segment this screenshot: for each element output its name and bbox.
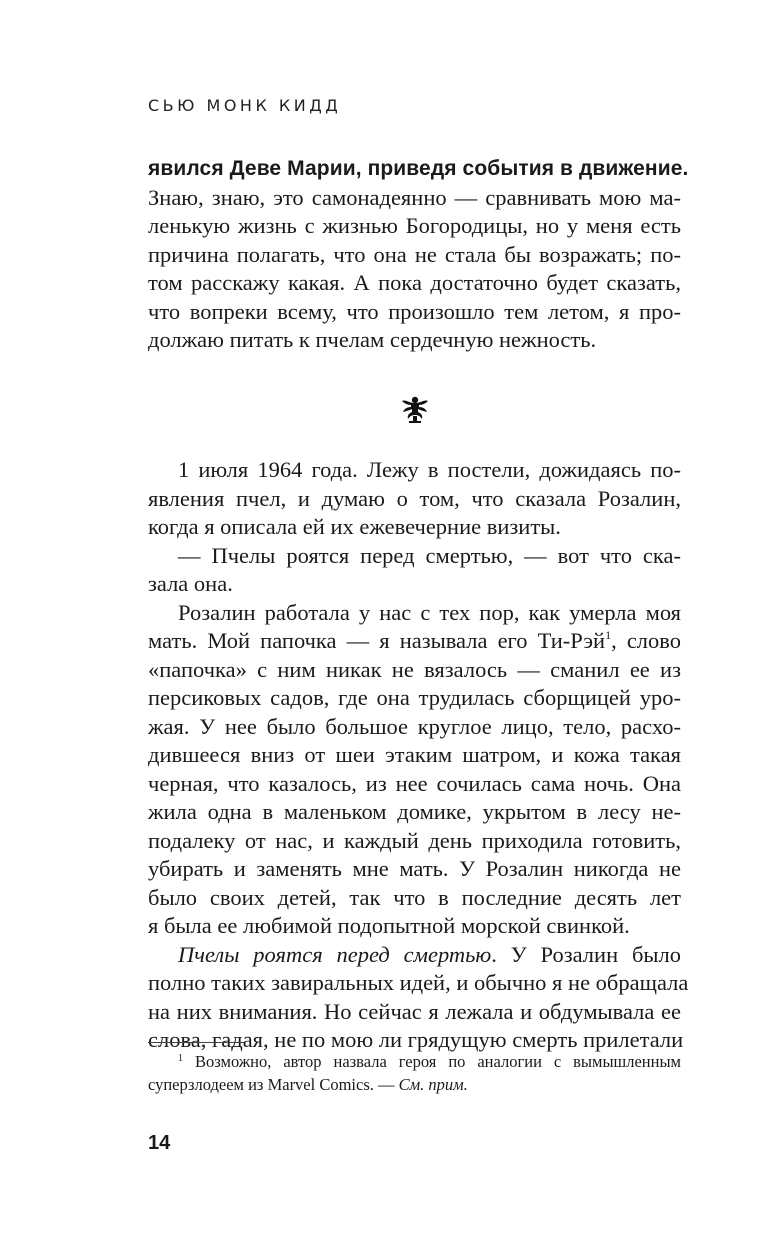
text-line: 1 июля 1964 года. Лежу в постели, дожидаясь по- xyxy=(178,457,681,482)
text-line: причина полагать, что она не стала бы возражать; по- xyxy=(148,241,681,267)
text-segment: суперзлодеем из Marvel Comics. — xyxy=(148,1075,399,1094)
text-line: жая. У нее было большое круглое лицо, тело, расхо- xyxy=(148,713,681,739)
text-line: я была ее любимой подопытной морской свинкой. xyxy=(148,913,630,938)
footnote-line xyxy=(148,1050,681,1073)
page-number: 14 xyxy=(148,1132,171,1154)
text-segment: , слово xyxy=(611,628,682,653)
footnote-citation: См. прим. xyxy=(398,1075,468,1094)
text-line: полно таких завиральных идей, и обычно я не обращала xyxy=(148,970,689,995)
section-break-ornament-icon xyxy=(400,394,430,424)
text-line: дившееся вниз от шеи этаким шатром, и кожа такая xyxy=(148,742,681,767)
text-line: когда я описала ей их ежевечерние визиты. xyxy=(148,514,561,539)
text-line: подалеку от нас, и каждый день приходила готовить, xyxy=(148,827,681,853)
text-line: черная, что казалось, из нее сочилась сама ночь. Она xyxy=(148,770,681,796)
footnote-ref: 1 xyxy=(605,628,612,642)
bold-line: явился Деве Марии, приведя события в движение. xyxy=(148,157,689,180)
footnote-divider xyxy=(148,1042,244,1043)
text-segment: . У Розалин было xyxy=(491,941,681,967)
text-line: том расскажу какая. А пока достаточно будет сказать, xyxy=(148,270,681,295)
footnote xyxy=(148,1050,681,1096)
text-line: слова, гадая, не по мою ли грядущую смерть прилетали xyxy=(148,1027,684,1052)
text-segment: мать. Мой папочка — я называла его Ти-Рэй xyxy=(148,628,606,653)
text-line: «папочка» с ним никак не вязалось — сманил ее из xyxy=(148,656,681,682)
text-line xyxy=(148,941,681,970)
text-line: явления пчел, и думаю о том, что сказала Розалин, xyxy=(148,485,681,511)
text-line: персиковых садов, где она трудилась сборщицей уро- xyxy=(148,685,681,710)
text-line: должаю питать к пчелам сердечную нежность. xyxy=(148,327,597,352)
text-line: убирать и заменять мне мать. У Розалин никогда не xyxy=(148,856,681,881)
text-line: — Пчелы роятся перед смертью, — вот что ска- xyxy=(178,542,681,568)
italic-phrase: Пчелы роятся перед смертью xyxy=(178,941,492,967)
text-line: Знаю, знаю, это самонадеянно — сравнивать мою ма- xyxy=(148,184,681,210)
text-line: ленькую жизнь с жизнью Богородицы, но у меня есть xyxy=(148,213,681,238)
top-text-block xyxy=(148,155,689,355)
text-line: что вопреки всему, что произошло тем летом, я про- xyxy=(148,298,681,324)
footnote-marker: 1 xyxy=(178,1053,183,1064)
footnote-line xyxy=(148,1073,681,1096)
text-line: на них внимания. Но сейчас я лежала и обдумывала ее xyxy=(148,998,681,1024)
text-line: жила одна в маленьком домике, укрытом в лесу не- xyxy=(148,799,681,824)
text-line xyxy=(148,627,681,656)
text-line: зала она. xyxy=(148,571,233,596)
text-line: Розалин работала у нас с тех пор, как умерла моя xyxy=(178,599,681,625)
running-head: СЬЮ МОНК КИДД xyxy=(148,96,342,115)
main-text-block xyxy=(148,456,689,1055)
text-segment: Возможно, автор назвала героя по аналогии с вымышленным xyxy=(183,1052,681,1071)
text-line: было своих детей, так что в последние десять лет xyxy=(148,884,681,910)
